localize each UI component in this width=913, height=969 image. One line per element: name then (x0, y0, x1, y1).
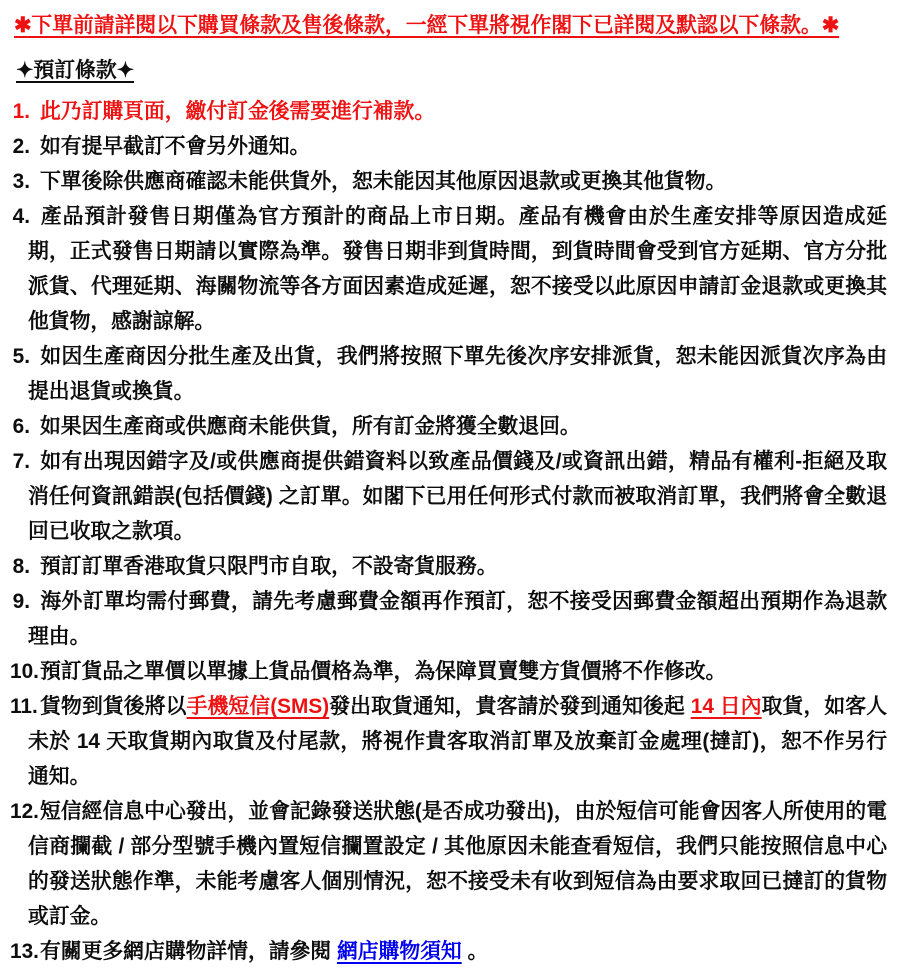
term-number: 3. (12, 170, 30, 193)
term-item (12, 444, 887, 549)
term-item (12, 339, 887, 409)
term-item (12, 129, 887, 164)
term-text: 下單後除供應商確認未能供貨外，恕未能因其他原因退款或更換其他貨物。 (40, 170, 727, 193)
term-item (12, 584, 887, 654)
section-title-preorder-terms: ✦預訂條款✦ (16, 59, 135, 82)
term-text: 發出取貨通知，貴客請於發到通知後起 (329, 695, 691, 718)
term-number: 1. (12, 100, 30, 123)
term-text: 此乃訂購頁面，繳付訂金後需要進行補款。 (40, 100, 436, 123)
preorder-terms-page (0, 8, 913, 963)
term-item (10, 794, 887, 934)
term-item (12, 549, 887, 584)
term-number: 9. (12, 590, 30, 613)
term-item (10, 689, 888, 794)
term-highlight: 手機短信(SMS) (186, 695, 330, 718)
term-number: 5. (12, 345, 30, 368)
term-number: 13. (10, 940, 39, 963)
term-item (12, 409, 887, 444)
term-number: 12. (10, 800, 39, 823)
term-text: 短信經信息中心發出，並會記錄發送狀態(是否成功發出)，由於短信可能會因客人所使用的電信商攔截 / 部分型號手機內置短信攔置設定 / 其他原因未能查看短信，我們只能按照信息中心的發送狀態作準，未能考慮客人個別情況，恕不接受未有收到短信為由要求取回已撻訂的貨物或訂金。 (28, 800, 887, 928)
term-number: 6. (12, 415, 30, 438)
term-number: 10. (10, 660, 39, 683)
term-text: 預訂訂單香港取貨只限門市自取，不設寄貨服務。 (40, 555, 498, 578)
term-number: 7. (12, 450, 30, 473)
store-shopping-notice-link[interactable]: 網店購物須知 (336, 940, 462, 963)
term-text: 如有提早截訂不會另外通知。 (40, 135, 311, 158)
term-number: 8. (12, 555, 30, 578)
term-text: 如果因生產商或供應商未能供貨，所有訂金將獲全數退回。 (40, 415, 581, 438)
term-text: 產品預計發售日期僅為官方預計的商品上市日期。產品有機會由於生產安排等原因造成延期，正式發售日期請以實際為準。發售日期非到貨時間，到貨時間會受到官方延期、官方分批派貨、代理延期、海關物流等各方面因素造成延遲，恕不接受以此原因申請訂金退款或更換其他貨物，感謝諒解。 (28, 205, 887, 333)
term-highlight: 14 日內 (690, 695, 762, 718)
term-text: 海外訂單均需付郵費，請先考慮郵費金額再作預訂，恕不接受因郵費金額超出預期作為退款理由。 (28, 590, 887, 648)
term-number: 4. (12, 205, 30, 228)
term-text: 取貨，如客人未於 14 天取貨期內取貨及付尾款，將視作貴客取消訂單及放棄訂金處理(撻訂)，恕不作另行通知。 (28, 695, 888, 788)
term-item (10, 934, 887, 969)
term-item (10, 654, 887, 689)
term-text: 有關更多網店購物詳情，請參閱 (40, 940, 337, 963)
term-number: 11. (10, 695, 38, 718)
term-text: 貨物到貨後將以 (40, 695, 187, 718)
term-text: 如因生產商因分批生產及出貨，我們將按照下單先後次序安排派貨，恕未能因派貨次序為由提出退貨或換貨。 (28, 345, 887, 403)
term-item (12, 164, 887, 199)
term-text: 預訂貨品之單價以單據上貨品價格為準，為保障買賣雙方貨價將不作修改。 (40, 660, 727, 683)
term-text: 。 (461, 940, 489, 963)
terms-list (0, 94, 913, 969)
purchase-terms-warning: ✱下單前請詳閱以下購買條款及售後條款，一經下單將視作閣下已詳閱及默認以下條款。✱ (14, 14, 840, 37)
term-item (12, 94, 887, 129)
term-text: 如有出現因錯字及/或供應商提供錯資料以致產品價錢及/或資訊出錯，精品有權利-拒絕及取消任何資訊錯誤(包括價錢) 之訂單。如閣下已用任何形式付款而被取消訂單，我們將會全數退回已收取之款項。 (28, 450, 887, 543)
term-item (12, 199, 887, 339)
term-number: 2. (12, 135, 30, 158)
